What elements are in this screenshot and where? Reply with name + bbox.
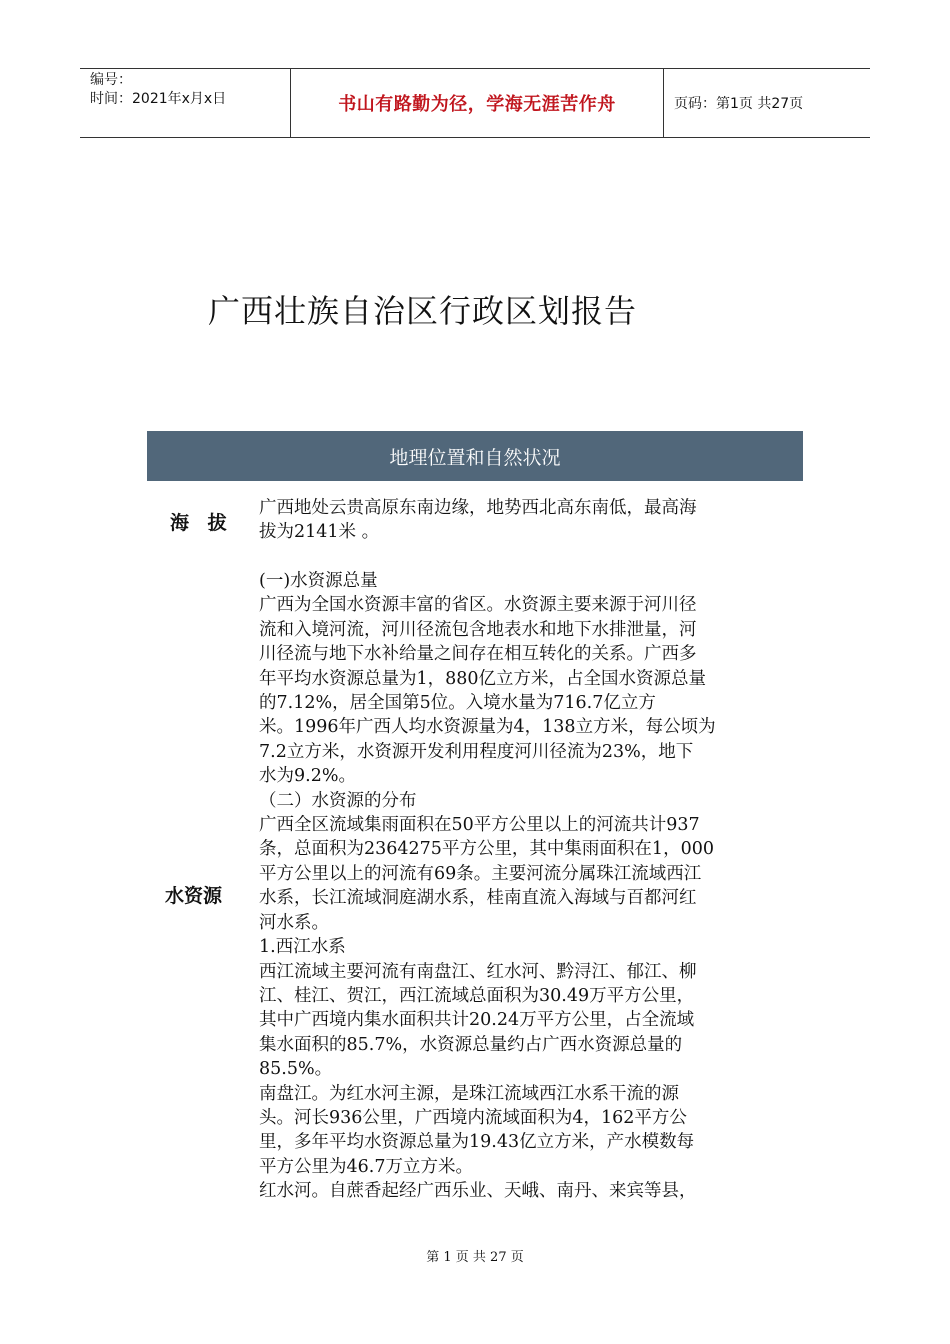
text-line: 流和入境河流，河川径流包含地表水和地下水排泄量，河 (259, 619, 697, 640)
text-line: 米。1996年广西人均水资源量为4，138立方米，每公顷为 (259, 717, 716, 738)
header-meta (80, 69, 290, 137)
text-line: 里，多年平均水资源总量为19.43亿立方米，产水模数每 (259, 1132, 695, 1153)
document-header (80, 68, 870, 138)
text-line: 西江流域主要河流有南盘江、红水河、黔浔江、郁江、柳 (259, 961, 697, 982)
text-line: 南盘江。为红水河主源，是珠江流域西江水系干流的源 (259, 1083, 679, 1104)
document-time: 时间：2021年x月x日 (90, 91, 227, 107)
text-line: 7.2立方米，水资源开发利用程度河川径流为23%，地下 (259, 741, 694, 762)
text-line: 的7.12%，居全国第5位。入境水量为716.7亿立方 (259, 693, 656, 714)
text-line: 水为9.2%。 (259, 766, 356, 787)
text-line: (一)水资源总量 (259, 571, 378, 591)
text-line: 江、桂江、贺江，西江流域总面积为30.49万平方公里， (259, 985, 695, 1006)
text-line: 1.西江水系 (259, 937, 346, 958)
text-line: 平方公里以上的河流有69条。主要河流分属珠江流域西江 (259, 863, 702, 884)
text-line: 拔为2141米 。 (259, 522, 380, 543)
row-label-altitude: 海 拔 (170, 512, 233, 534)
text-line: 广西地处云贵高原东南边缘，地势西北高东南低，最高海 (259, 498, 697, 518)
text-line: 平方公里为46.7万立方米。 (259, 1156, 473, 1177)
text-line: 85.5%。 (259, 1059, 333, 1080)
text-line: （二）水资源的分布 (259, 790, 417, 811)
altitude-text (259, 496, 789, 545)
text-line: 条，总面积为2364275平方公里，其中集雨面积在1，000 (259, 839, 714, 860)
text-line: 头。河长936公里，广西境内流域面积为4，162平方公 (259, 1107, 687, 1128)
header-page-info: 页码：第1页 共27页 (674, 96, 804, 112)
text-line: 集水面积的85.7%，水资源总量约占广西水资源总量的 (259, 1034, 683, 1055)
section-heading: 地理位置和自然状况 (147, 431, 803, 481)
text-line: 广西为全国水资源丰富的省区。水资源主要来源于河川径 (259, 595, 697, 616)
document-number-label: 编号： (90, 72, 132, 88)
text-line: 川径流与地下水补给量之间存在相互转化的关系。广西多 (259, 644, 697, 665)
text-line: 其中广西境内集水面积共计20.24万平方公里，占全流域 (259, 1010, 695, 1031)
row-label-water: 水资源 (165, 885, 223, 907)
text-line: 红水河。自蔗香起经广西乐业、天峨、南丹、来宾等县， (259, 1181, 697, 1202)
text-line: 水系，长江流域洞庭湖水系，桂南直流入海域与百都河红 (259, 888, 697, 909)
text-line: 河水系。 (259, 912, 329, 933)
header-motto: 书山有路勤为径，学海无涯苦作舟 (290, 69, 664, 137)
page-footer: 第 1 页 共 27 页 (426, 1250, 524, 1265)
document-title: 广西壮族自治区行政区划报告 (208, 292, 638, 330)
text-line: 广西全区流域集雨面积在50平方公里以上的河流共计937 (259, 815, 700, 836)
water-text (259, 569, 789, 1204)
text-line: 年平均水资源总量为1，880亿立方米，占全国水资源总量 (259, 668, 707, 689)
